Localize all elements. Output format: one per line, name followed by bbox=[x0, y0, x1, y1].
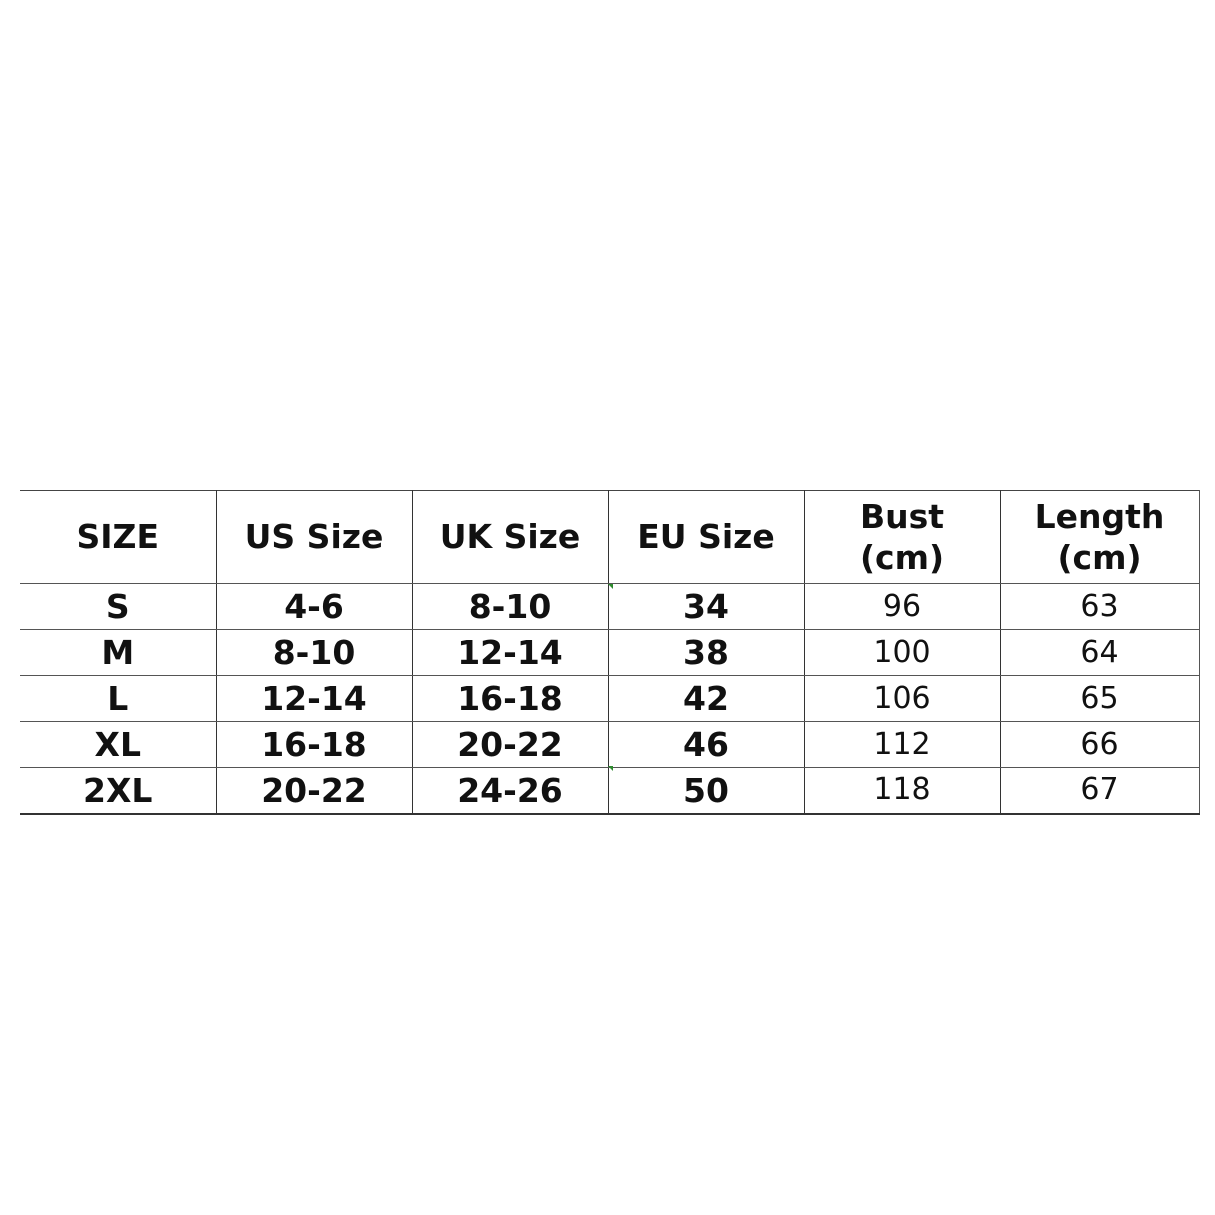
cell-us-size: 12-14 bbox=[216, 676, 412, 722]
table-row bbox=[20, 722, 1199, 768]
table-row bbox=[20, 768, 1199, 814]
header-bust bbox=[804, 491, 1000, 584]
cell-us-size: 16-18 bbox=[216, 722, 412, 768]
cell-eu-size: 34 bbox=[608, 584, 804, 630]
cell-eu-size: 42 bbox=[608, 676, 804, 722]
cell-length: 63 bbox=[1000, 584, 1199, 630]
cell-eu-size: 38 bbox=[608, 630, 804, 676]
cell-size: XL bbox=[20, 722, 216, 768]
header-us-size-label: US Size bbox=[244, 517, 384, 557]
header-bust-unit: (cm) bbox=[859, 538, 945, 577]
cell-length: 67 bbox=[1000, 768, 1199, 814]
header-size-label: SIZE bbox=[76, 517, 160, 557]
header-eu-size bbox=[608, 491, 804, 584]
header-bust-label: Bust bbox=[859, 496, 945, 536]
header-length bbox=[1000, 491, 1199, 584]
cell-corner-mark bbox=[608, 584, 613, 589]
header-us-size bbox=[216, 491, 412, 584]
cell-bust: 100 bbox=[804, 630, 1000, 676]
cell-length: 65 bbox=[1000, 676, 1199, 722]
header-eu-size-label: EU Size bbox=[637, 517, 775, 557]
cell-length: 66 bbox=[1000, 722, 1199, 768]
cell-uk-size: 20-22 bbox=[412, 722, 608, 768]
table-row bbox=[20, 584, 1199, 630]
cell-uk-size: 8-10 bbox=[412, 584, 608, 630]
cell-uk-size: 12-14 bbox=[412, 630, 608, 676]
header-row bbox=[20, 491, 1199, 584]
header-uk-size-label: UK Size bbox=[439, 517, 581, 557]
header-length-unit: (cm) bbox=[1057, 538, 1142, 577]
table-row bbox=[20, 630, 1199, 676]
header-length-label: Length bbox=[1034, 496, 1165, 536]
cell-bust: 106 bbox=[804, 676, 1000, 722]
cell-size: S bbox=[20, 584, 216, 630]
cell-bust: 118 bbox=[804, 768, 1000, 814]
header-uk-size bbox=[412, 491, 608, 584]
cell-eu-size: 46 bbox=[608, 722, 804, 768]
cell-eu-size: 50 bbox=[608, 768, 804, 814]
cell-uk-size: 16-18 bbox=[412, 676, 608, 722]
cell-bust: 96 bbox=[804, 584, 1000, 630]
cell-corner-mark bbox=[608, 766, 613, 771]
header-size bbox=[20, 491, 216, 584]
cell-us-size: 20-22 bbox=[216, 768, 412, 814]
cell-us-size: 8-10 bbox=[216, 630, 412, 676]
cell-size: M bbox=[20, 630, 216, 676]
cell-us-size: 4-6 bbox=[216, 584, 412, 630]
cell-uk-size: 24-26 bbox=[412, 768, 608, 814]
cell-length: 64 bbox=[1000, 630, 1199, 676]
table-row bbox=[20, 676, 1199, 722]
cell-size: 2XL bbox=[20, 768, 216, 814]
cell-bust: 112 bbox=[804, 722, 1000, 768]
cell-size: L bbox=[20, 676, 216, 722]
